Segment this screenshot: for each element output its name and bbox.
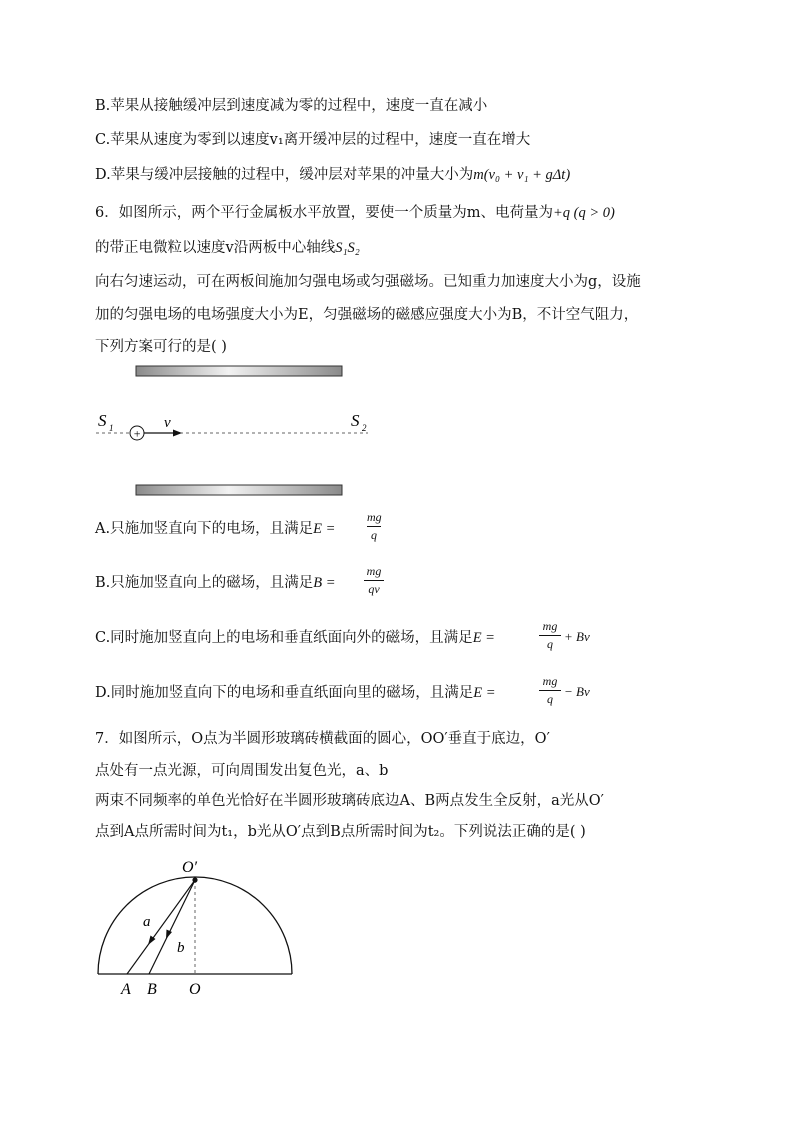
option-lhs: E =	[473, 685, 496, 701]
label-point-a: A	[121, 981, 131, 998]
q7-stem-line2: 点处有一点光源，可向周围发出复色光，a、b	[95, 763, 389, 779]
q5-option-d-expr: m(v₀ + v₁ + gΔt)	[473, 167, 571, 183]
q6-option-d-tail: − Bv	[564, 684, 590, 699]
q5-option-d-text: D.苹果与缓冲层接触的过程中，缓冲层对苹果的冲量大小为	[95, 167, 474, 183]
option-text: C.同时施加竖直向上的电场和垂直纸面向外的磁场，且满足	[95, 630, 473, 646]
q6-option-d	[95, 683, 496, 703]
q5-option-c: C.苹果从速度为零到以速度v₁离开缓冲层的过程中，速度一直在增大	[95, 132, 531, 148]
q6-option-b-fraction: mg qv	[364, 564, 384, 597]
q6-option-c-tail: + Bv	[564, 629, 590, 644]
option-text: B.只施加竖直向上的磁场，且满足	[95, 575, 314, 591]
s1-subscript: 1	[109, 423, 114, 433]
q7-semicircle-figure	[90, 850, 305, 1000]
q7-stem-line1: 7．如图所示，O点为半圆形玻璃砖横截面的圆心，OO′垂直于底边，O′	[95, 731, 550, 747]
velocity-arrowhead	[173, 430, 182, 437]
q7-stem-line3: 两束不同频率的单色光恰好在半圆形玻璃砖底边A、B两点发生全反射，a光从O′	[95, 793, 604, 809]
option-lhs: B =	[313, 575, 336, 591]
label-ray-b: b	[177, 940, 185, 956]
q6-option-c	[95, 628, 495, 648]
q6-plates-figure	[90, 360, 390, 505]
q6-option-c-fraction: mg q	[539, 619, 561, 652]
label-o-prime: O′	[182, 859, 198, 876]
ray-a-line	[127, 880, 195, 974]
ray-b-line	[149, 880, 195, 974]
bottom-plate	[136, 485, 342, 495]
q6-axis-expr: S₁S₂	[335, 240, 360, 256]
top-plate	[136, 366, 342, 376]
q5-option-d	[95, 165, 570, 185]
option-lhs: E =	[472, 630, 495, 646]
q6-option-a-fraction: mg q	[367, 510, 382, 542]
q6-stem-line1	[95, 203, 615, 223]
ray-b-arrowhead	[166, 930, 172, 940]
q5-option-b: B.苹果从接触缓冲层到速度减为零的过程中，速度一直在减小	[95, 98, 488, 114]
q6-charge-expr: +q (q > 0)	[552, 205, 615, 221]
q6-option-b	[95, 573, 336, 593]
q6-option-d-fraction: mg q	[539, 674, 561, 707]
q6-stem-line2	[95, 238, 360, 258]
label-point-b: B	[147, 981, 157, 998]
q6-stem-text: 6．如图所示，两个平行金属板水平放置，要使一个质量为m、电荷量为	[95, 205, 553, 221]
s1-label: S	[98, 411, 107, 430]
option-text: D.同时施加竖直向下的电场和垂直纸面向里的磁场，且满足	[95, 685, 474, 701]
s2-subscript: 2	[362, 423, 367, 433]
charge-symbol: +	[132, 426, 142, 441]
q6-stem-line3: 向右匀速运动，可在两板间施加匀强电场或匀强磁场。已知重力加速度大小为g，设施	[95, 274, 641, 290]
label-ray-a: a	[143, 914, 151, 930]
q6-stem-line5: 下列方案可行的是( )	[95, 339, 227, 355]
q6-option-a	[95, 519, 335, 539]
option-text: A.只施加竖直向下的电场，且满足	[95, 521, 314, 537]
velocity-label: v	[164, 415, 171, 431]
option-lhs: E =	[313, 521, 336, 537]
s2-label: S	[351, 411, 360, 430]
label-point-o: O	[189, 981, 201, 998]
q7-stem-line4: 点到A点所需时间为t₁，b光从O′点到B点所需时间为t₂。下列说法正确的是( )	[95, 824, 586, 840]
q6-stem-text: 的带正电微粒以速度v沿两板中心轴线	[95, 240, 336, 256]
q6-stem-line4: 加的匀强电场的电场强度大小为E，匀强磁场的磁感应强度大小为B，不计空气阻力，	[95, 307, 639, 323]
